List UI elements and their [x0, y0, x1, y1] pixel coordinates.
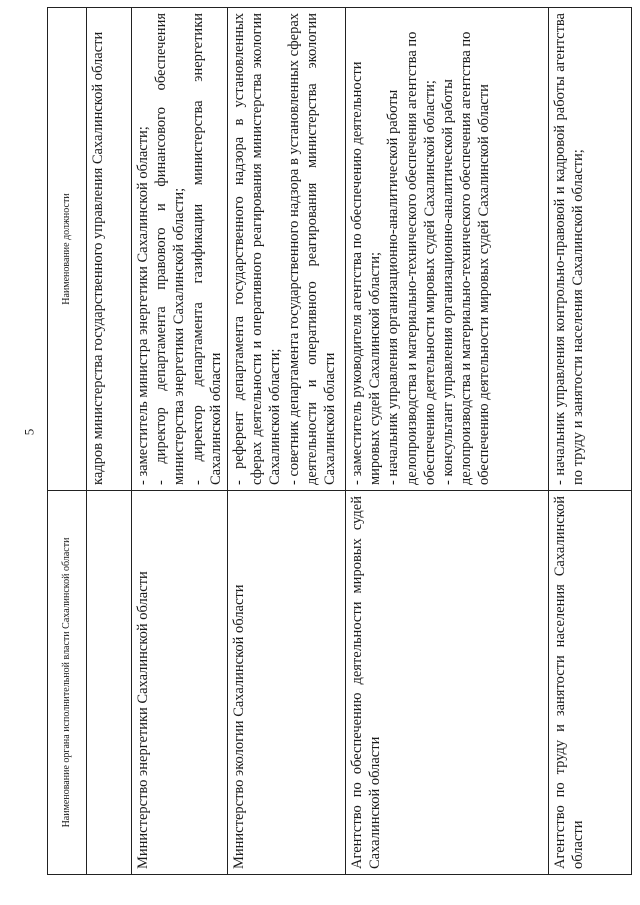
organ-cell — [87, 491, 132, 875]
header-position: Наименование должности — [48, 8, 87, 491]
table-row — [228, 8, 346, 875]
organ-cell: Министерство экологии Сахалинской области — [228, 491, 346, 875]
header-organ: Наименование органа исполнительной власти Сахалинской области — [48, 491, 87, 875]
table-row — [132, 8, 228, 875]
position-cell — [549, 8, 632, 491]
position-item: - советник департамента государственного надзора в установленных сферах деятельности и оперативного реагирования министерства экологии Сахалинской области — [285, 13, 339, 485]
position-cell — [228, 8, 346, 491]
positions-table — [47, 7, 632, 875]
rotated-page-content — [47, 13, 592, 875]
position-item: - заместитель руководителя агентства по обеспечению деятельности мировых судей Сахалинской области; — [349, 61, 384, 485]
position-cell — [87, 8, 132, 491]
table-row — [549, 8, 632, 875]
position-item: кадров министерства государственного управления Сахалинской области — [90, 31, 106, 485]
position-cell — [346, 8, 549, 491]
page-number: 5 — [21, 428, 37, 436]
position-item: - начальник управления контрольно-правовой и кадровой работы агентства по труду и занятости населения Сахалинской области; — [552, 13, 587, 485]
position-item: - директор департамента газификации министерства энергетики Сахалинской области — [189, 13, 224, 485]
position-cell — [132, 8, 228, 491]
table-header-row — [48, 8, 87, 875]
position-item: - референт департамента государственного надзора в установленных сферах деятельности и оперативного реагирования министерства экологии Сахалинской области; — [231, 13, 284, 485]
organ-cell: Министерство энергетики Сахалинской области — [132, 491, 228, 875]
table-row — [87, 8, 132, 875]
position-item: - начальник управления организационно-аналитической работы делопроизводства и материально-технического обеспечения агентства по обеспечению деятельности мировых судей Сахалинской области; — [385, 31, 438, 485]
position-item: - заместитель министра энергетики Сахалинской области; — [135, 126, 151, 485]
organ-cell: Агентство по труду и занятости населения Сахалинской области — [549, 491, 632, 875]
position-item: - консультант управления организационно-аналитической работы делопроизводства и материально-технического обеспечения агентства по обеспечению деятельности мировых судей Сахалинской области — [440, 31, 493, 485]
organ-cell: Агентство по обеспечению деятельности мировых судей Сахалинской области — [346, 491, 549, 875]
position-item: - директор департамента правового и финансового обеспечения министерства энергетики Сахалинской области; — [153, 13, 188, 485]
table-row — [346, 8, 549, 875]
